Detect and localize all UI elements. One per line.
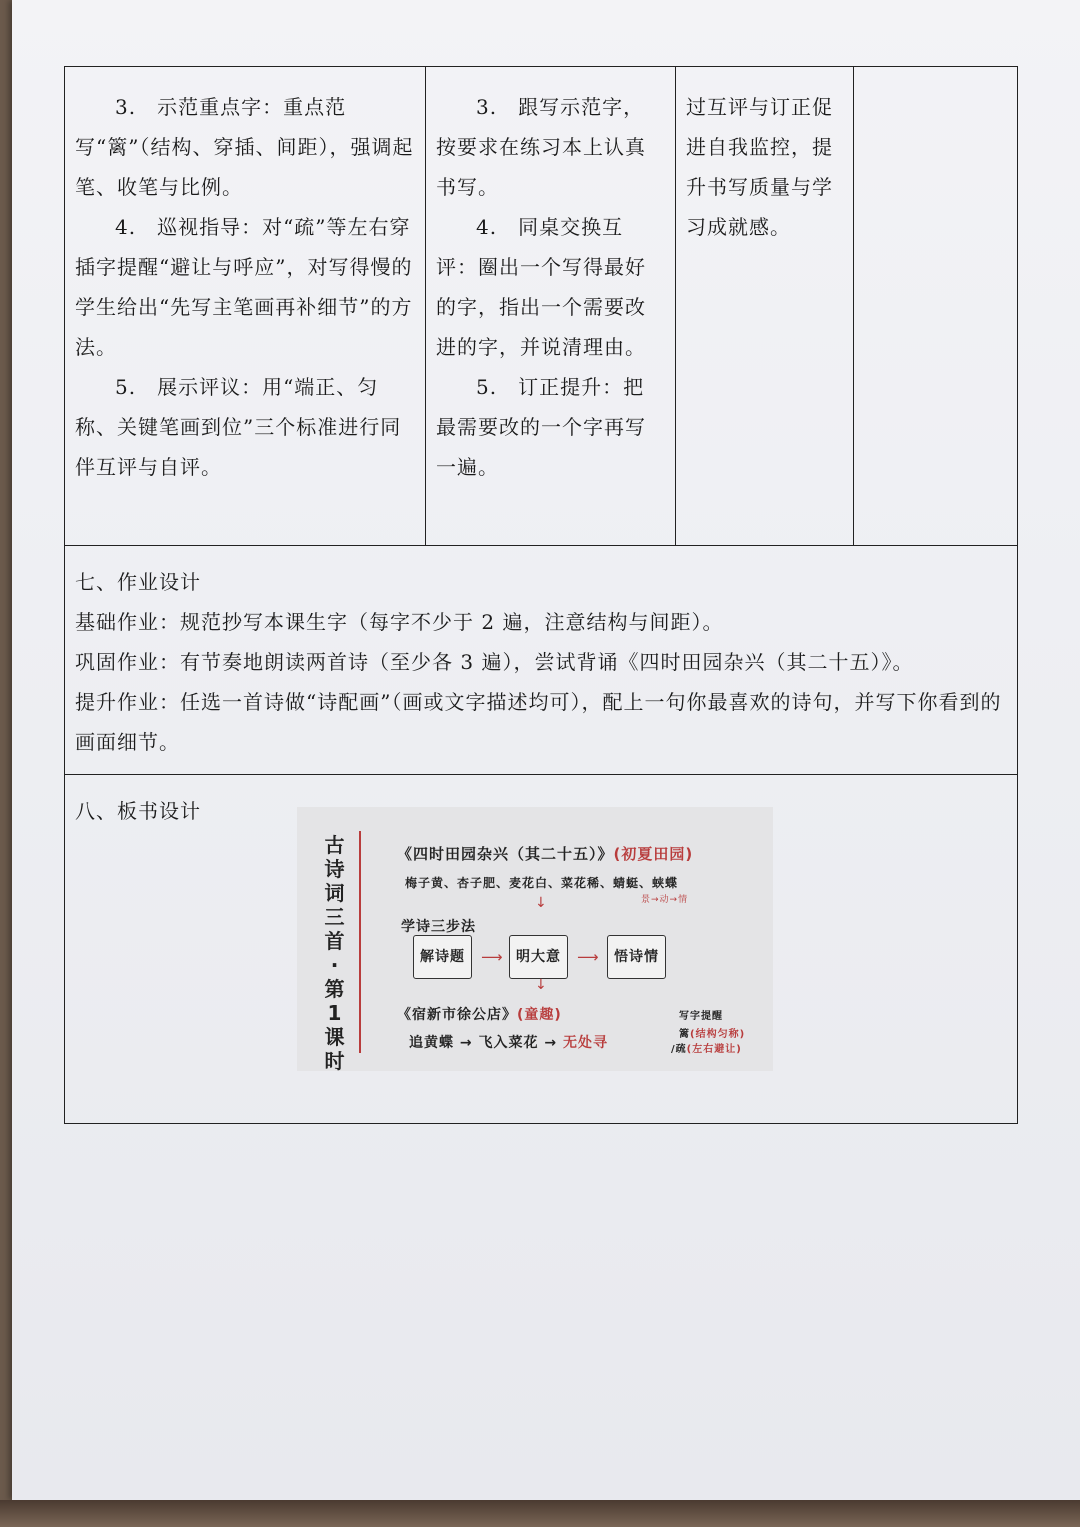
student-step-5: 5. 订正提升：把最需要改的一个字再写一遍。 bbox=[436, 375, 646, 479]
homework-title: 七、作业设计 bbox=[75, 570, 201, 594]
student-activity-cell bbox=[426, 67, 676, 546]
right-arrow-icon: ⟶ bbox=[577, 948, 600, 966]
student-step-3: 3. 跟写示范字，按要求在练习本上认真书写。 bbox=[436, 95, 646, 199]
board-poem1-note: 景→动→情 bbox=[641, 895, 689, 905]
board-poem2-title: 《宿新市徐公店》 bbox=[397, 1007, 517, 1023]
board-tip2-note: (左右避让) bbox=[686, 1044, 742, 1055]
desk-background bbox=[0, 1500, 1080, 1527]
homework-section bbox=[65, 546, 1018, 775]
teacher-step-3: 3. 示范重点字：重点范写“篱”（结构、穿插、间距），强调起笔、收笔与比例。 bbox=[75, 95, 414, 199]
arrow-icon: → bbox=[544, 1035, 563, 1051]
board-tip1-note: (结构匀称) bbox=[690, 1029, 746, 1040]
teacher-step-4: 4. 巡视指导：对“疏”等左右穿插字提醒“避让与呼应”，对写得慢的学生给出“先写主笔画再补细节”的方法。 bbox=[75, 215, 413, 359]
board-tip-2 bbox=[671, 1030, 742, 1070]
lesson-plan-table bbox=[64, 66, 1018, 1124]
board-tip1-char: 篱 bbox=[679, 1029, 690, 1040]
board-design-section bbox=[65, 775, 1018, 1124]
student-step-4: 4. 同桌交换互评：圈出一个写得最好的字，指出一个需要改进的字，并说清理由。 bbox=[436, 215, 646, 359]
board-tips-title: 写字提醒 bbox=[679, 1011, 723, 1022]
board-step-2: 明大意 bbox=[509, 935, 568, 979]
board-poem2-tag: (童趣) bbox=[517, 1007, 562, 1023]
board-design-row bbox=[65, 775, 1018, 1124]
board-seq-2: 飞入菜花 bbox=[478, 1035, 539, 1051]
board-step-1: 解诗题 bbox=[413, 935, 472, 979]
design-intent-cell bbox=[676, 67, 854, 546]
board-poem2-sequence bbox=[409, 1023, 608, 1063]
teacher-step-5: 5. 展示评议：用“端正、匀称、关键笔画到位”三个标准进行同伴互评与自评。 bbox=[75, 375, 402, 479]
board-side-title: 古诗词三首·第1课时 bbox=[324, 833, 346, 1073]
homework-consolidate: 巩固作业：有节奏地朗读两首诗（至少各 3 遍），尝试背诵《四时田园杂兴（其二十五）》。 bbox=[75, 650, 914, 674]
arrow-icon: → bbox=[459, 1035, 479, 1051]
down-arrow-icon: ↓ bbox=[535, 895, 548, 911]
board-tip2-char: /疏 bbox=[671, 1044, 687, 1055]
board-step-3: 悟诗情 bbox=[607, 935, 666, 979]
blackboard-image bbox=[297, 807, 773, 1071]
down-arrow-icon: ↓ bbox=[535, 977, 548, 993]
right-arrow-icon: ⟶ bbox=[481, 948, 504, 966]
homework-row bbox=[65, 546, 1018, 775]
board-design-title: 八、板书设计 bbox=[75, 799, 201, 823]
board-poem1-tag: (初夏田园) bbox=[613, 845, 694, 863]
teacher-activity-cell bbox=[65, 67, 426, 546]
teaching-process-row bbox=[65, 67, 1018, 546]
board-divider bbox=[359, 831, 361, 1053]
board-poem1-words: 梅子黄、杏子肥、麦花白、菜花稀、蜻蜓、蛱蝶 bbox=[405, 876, 679, 890]
board-poem1-title: 《四时田园杂兴（其二十五）》 bbox=[397, 845, 614, 863]
board-steps-title: 学诗三步法 bbox=[401, 919, 476, 935]
homework-extend: 提升作业：任选一首诗做“诗配画”（画或文字描述均可），配上一句你最喜欢的诗句，并写下你看到的画面细节。 bbox=[75, 690, 1002, 754]
homework-basic: 基础作业：规范抄写本课生字（每字不少于 2 遍，注意结构与间距）。 bbox=[75, 610, 724, 634]
empty-cell bbox=[854, 67, 1018, 546]
board-seq-1: 追黄蝶 bbox=[409, 1035, 454, 1051]
board-seq-3: 无处寻 bbox=[562, 1035, 608, 1051]
design-intent-text: 过互评与订正促进自我监控，提升书写质量与学习成就感。 bbox=[686, 95, 833, 239]
